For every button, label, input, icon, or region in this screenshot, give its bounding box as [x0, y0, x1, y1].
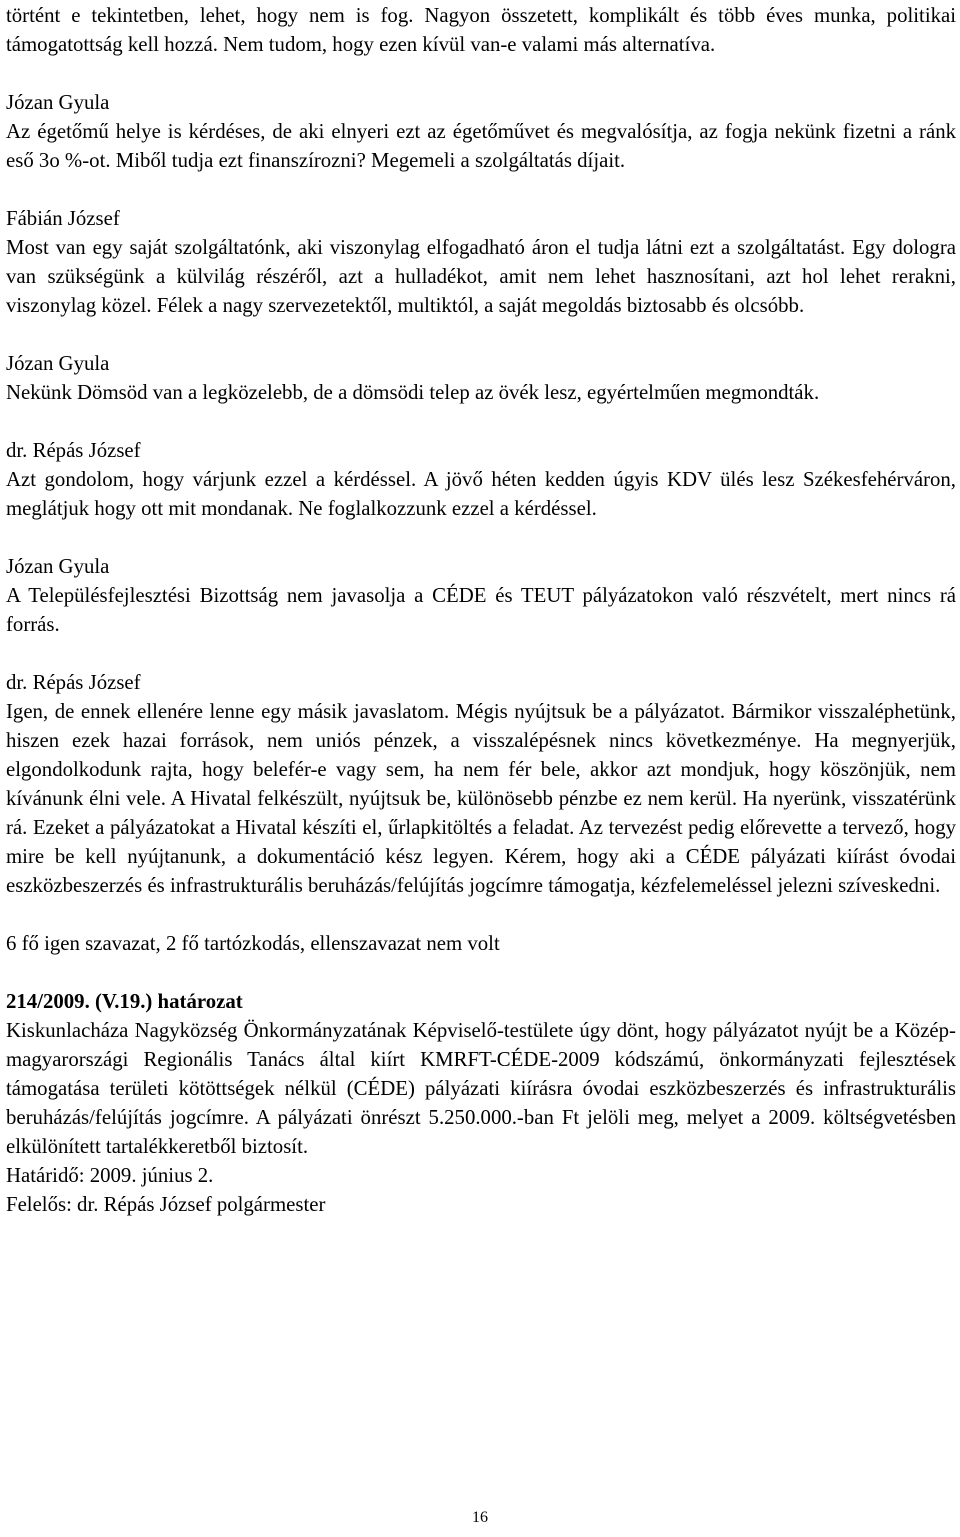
speech-text: Nekünk Dömsöd van a legközelebb, de a dömsödi telep az övék lesz, egyértelműen megmondták.	[6, 381, 820, 404]
resolution-responsible: Felelős: dr. Répás József polgármester	[6, 1193, 326, 1216]
document-page	[6, 0, 956, 1219]
speech-text: Az égetőmű helye is kérdéses, de aki elnyeri ezt az égetőművet és megvalósítja, az fogja nekünk fizetni a ránk eső 3o %-ot. Miből tudja ezt finanszírozni? Megemeli a szolgáltatás díjait.	[6, 120, 956, 172]
speaker-name: Józan Gyula	[6, 352, 110, 375]
speaker-name: Józan Gyula	[6, 91, 110, 114]
speaker-name: Józan Gyula	[6, 555, 110, 578]
speech-text: A Településfejlesztési Bizottság nem javasolja a CÉDE és TEUT pályázatokon való részvételt, mert nincs rá forrás.	[6, 584, 956, 636]
page-number: 16	[472, 1509, 488, 1526]
speech-text: Igen, de ennek ellenére lenne egy másik javaslatom. Mégis nyújtsuk be a pályázatot. Bármikor visszaléphetünk, hiszen ezek hazai források, nem uniós pénzek, a visszalépésnek nincs következménye. Ha megnyerjük, elgondolkodunk rajta, hogy belefér-e vagy sem, ha nem fér bele, akkor azt mondjuk, hogy köszönjük, nem kívánunk élni vele. A Hivatal felkészült, nyújtsuk be, különösebb pénzbe ez nem kerül. Ha nyerünk, visszatérünk rá. Ezeket a pályázatokat a Hivatal készíti el, űrlapkitöltés a feladat. Az tervezést pedig előrevette a tervező, hogy mire be kell nyújtanunk, a dokumentáció kész legyen. Kérem, hogy aki a CÉDE pályázati kiírást óvodai eszközbeszerzés és infrastrukturális beruházás/felújítás jogcímre támogatja, kézfelemeléssel jelezni szíveskedni.	[6, 700, 956, 897]
speech-text: Most van egy saját szolgáltatónk, aki viszonylag elfogadható áron el tudja látni ezt a szolgáltatást. Egy dologra van szükségünk a külvilág részéről, azt a hulladékot, amit nem lehet hasznosítani, azt hol lehet rerakni, viszonylag közel. Félek a nagy szervezetektől, multiktól, a saját megoldás biztosabb és olcsóbb.	[6, 236, 956, 317]
paragraph-intro: történt e tekintetben, lehet, hogy nem is fog. Nagyon összetett, komplikált és több éves munka, politikai támogatottság kell hozzá. Nem tudom, hogy ezen kívül van-e valami más alternatíva.	[6, 4, 956, 56]
resolution-title: 214/2009. (V.19.) határozat	[6, 990, 243, 1013]
vote-result: 6 fő igen szavazat, 2 fő tartózkodás, ellenszavazat nem volt	[6, 932, 500, 955]
resolution-text: Kiskunlacháza Nagyközség Önkormányzatának Képviselő-testülete úgy dönt, hogy pályázatot nyújt be a Közép-magyarországi Regionális Tanács által kiírt KMRFT-CÉDE-2009 kódszámú, önkormányzati fejlesztések támogatása területi kötöttségek nélkül (CÉDE) pályázati kiírásra óvodai eszközbeszerzés és infrastrukturális beruházás/felújítás jogcímre. A pályázati önrészt 5.250.000.-ban Ft jelöli meg, melyet a 2009. költségvetésben elkülönített tartalékkeretből biztosít.	[6, 1019, 956, 1158]
speaker-name: Fábián József	[6, 207, 120, 230]
speech-text: Azt gondolom, hogy várjunk ezzel a kérdéssel. A jövő héten kedden úgyis KDV ülés lesz Székesfehérváron, meglátjuk hogy ott mit mondanak. Ne foglalkozzunk ezzel a kérdéssel.	[6, 468, 956, 520]
resolution-deadline: Határidő: 2009. június 2.	[6, 1164, 214, 1187]
speaker-name: dr. Répás József	[6, 439, 141, 462]
speaker-name: dr. Répás József	[6, 671, 141, 694]
